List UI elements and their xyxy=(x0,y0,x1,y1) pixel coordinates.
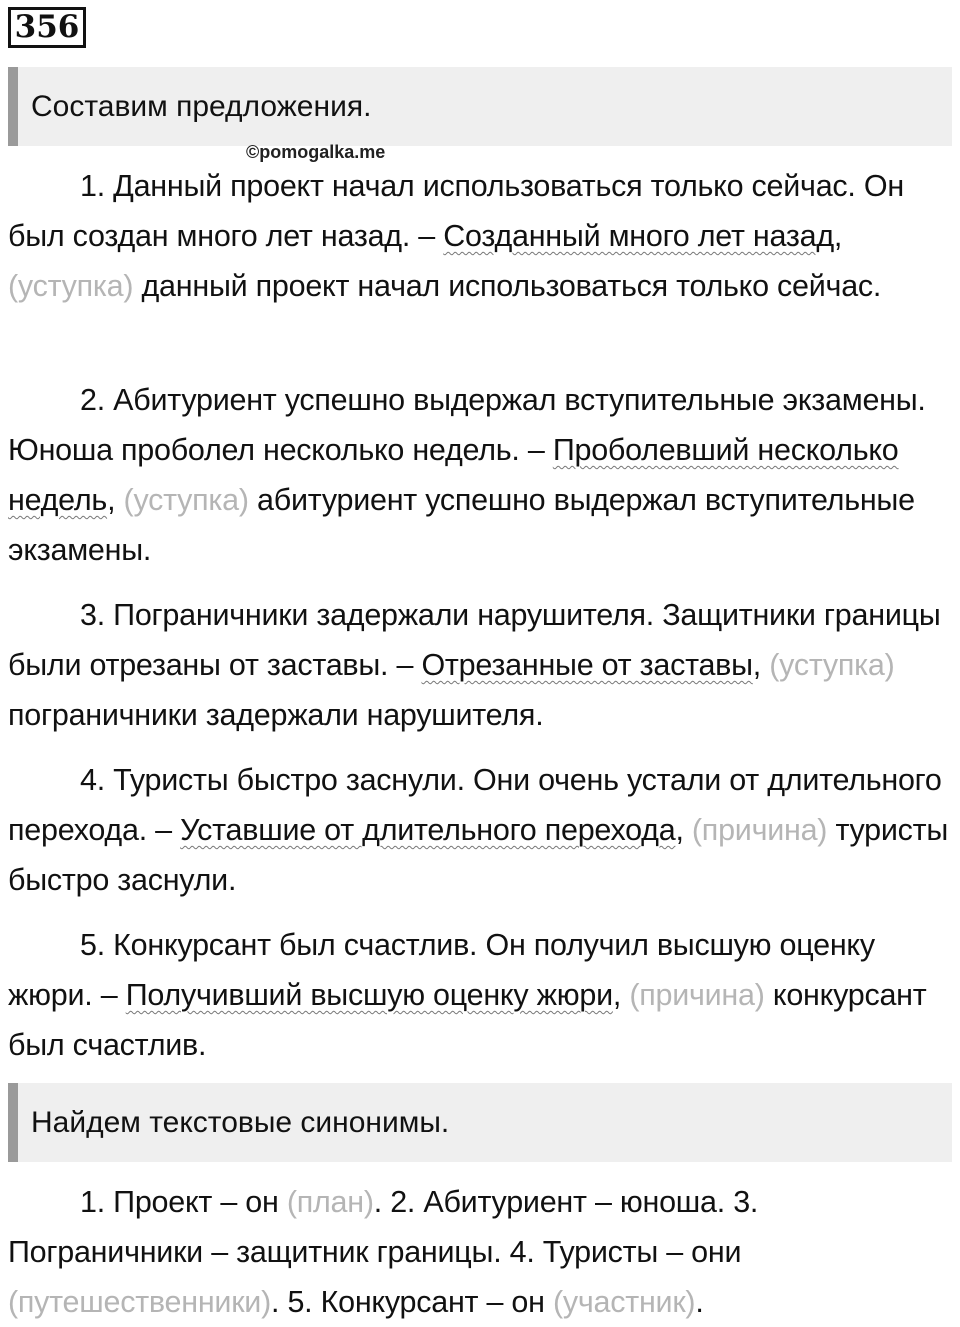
participle-phrase: Уставшие от длительного перехода xyxy=(180,813,676,847)
synonyms-part-1: 1. Проект – он xyxy=(80,1185,279,1219)
relation-note: (уступка) xyxy=(123,483,249,517)
synonyms-part-4: . xyxy=(695,1285,704,1319)
sentence-item-2: 2. Абитуриент успешно выдержал вступительные экзамены. Юноша проболел несколько недель. – Проболевший несколько недель, (уступка) абитуриент успешно выдержал вступительные экзамены. xyxy=(8,383,926,567)
relation-note: (причина) xyxy=(691,813,828,847)
participle-phrase: Отрезанные от заставы xyxy=(421,648,753,682)
item-task: 1. Данный проект начал использоваться только сейчас. Он был создан много лет назад. – xyxy=(8,169,904,253)
sentence-item-5: 5. Конкурсант был счастлив. Он получил высшую оценку жюри. – Получивший высшую оценку жюри, (причина) конкурсант был счастлив. xyxy=(8,928,927,1062)
sentence-item-1: 1. Данный проект начал использоваться только сейчас. Он был создан много лет назад. – Созданный много лет назад, (уступка) данный проект начал использоваться только сейчас. xyxy=(8,169,904,303)
participle-phrase: Проболевший несколько недель xyxy=(8,433,899,517)
exercise-number: 356 xyxy=(8,7,86,48)
item-task: 2. Абитуриент успешно выдержал вступительные экзамены. Юноша проболел несколько недель. – xyxy=(8,383,926,467)
section-heading-sentences: Составим предложения. xyxy=(8,67,952,146)
participle-phrase: Созданный много лет назад xyxy=(443,219,834,253)
participle-phrase: Получивший высшую оценку жюри xyxy=(125,978,613,1012)
item-task: 3. Пограничники задержали нарушителя. Защитники границы были отрезаны от заставы. – xyxy=(8,598,941,682)
sentence-item-3: 3. Пограничники задержали нарушителя. Защитники границы были отрезаны от заставы. – Отрезанные от заставы, (уступка) пограничники задержали нарушителя. xyxy=(8,598,941,732)
synonym-note-travelers: (путешественники) xyxy=(8,1285,271,1319)
item-rest: туристы быстро заснули. xyxy=(8,813,949,897)
synonyms-paragraph xyxy=(8,1177,953,1327)
watermark: ©pomogalka.me xyxy=(246,142,386,162)
synonyms-part-3: . 5. Конкурсант – он xyxy=(271,1285,545,1319)
synonym-note-plan: (план) xyxy=(286,1185,374,1219)
relation-note: (причина) xyxy=(629,978,765,1012)
item-rest: абитуриент успешно выдержал вступительные экзамены. xyxy=(8,483,915,567)
item-rest: пограничники задержали нарушителя. xyxy=(8,698,544,732)
relation-note: (уступка) xyxy=(769,648,895,682)
synonym-note-participant: (участник) xyxy=(552,1285,696,1319)
item-rest: конкурсант был счастлив. xyxy=(8,978,927,1062)
item-task: 4. Туристы быстро заснули. Они очень устали от длительного перехода. – xyxy=(8,763,942,847)
section-heading-synonyms: Найдем текстовые синонимы. xyxy=(8,1083,952,1162)
sentence-item-4: 4. Туристы быстро заснули. Они очень устали от длительного перехода. – Уставшие от длительного перехода, (причина) туристы быстро заснули. xyxy=(8,763,949,897)
item-task: 5. Конкурсант был счастлив. Он получил высшую оценку жюри. – xyxy=(8,928,875,1012)
item-rest: данный проект начал использоваться только сейчас. xyxy=(141,269,882,303)
synonyms-part-2: . 2. Абитуриент – юноша. 3. Пограничники – защитник границы. 4. Туристы – они xyxy=(8,1185,759,1269)
relation-note: (уступка) xyxy=(8,269,134,303)
